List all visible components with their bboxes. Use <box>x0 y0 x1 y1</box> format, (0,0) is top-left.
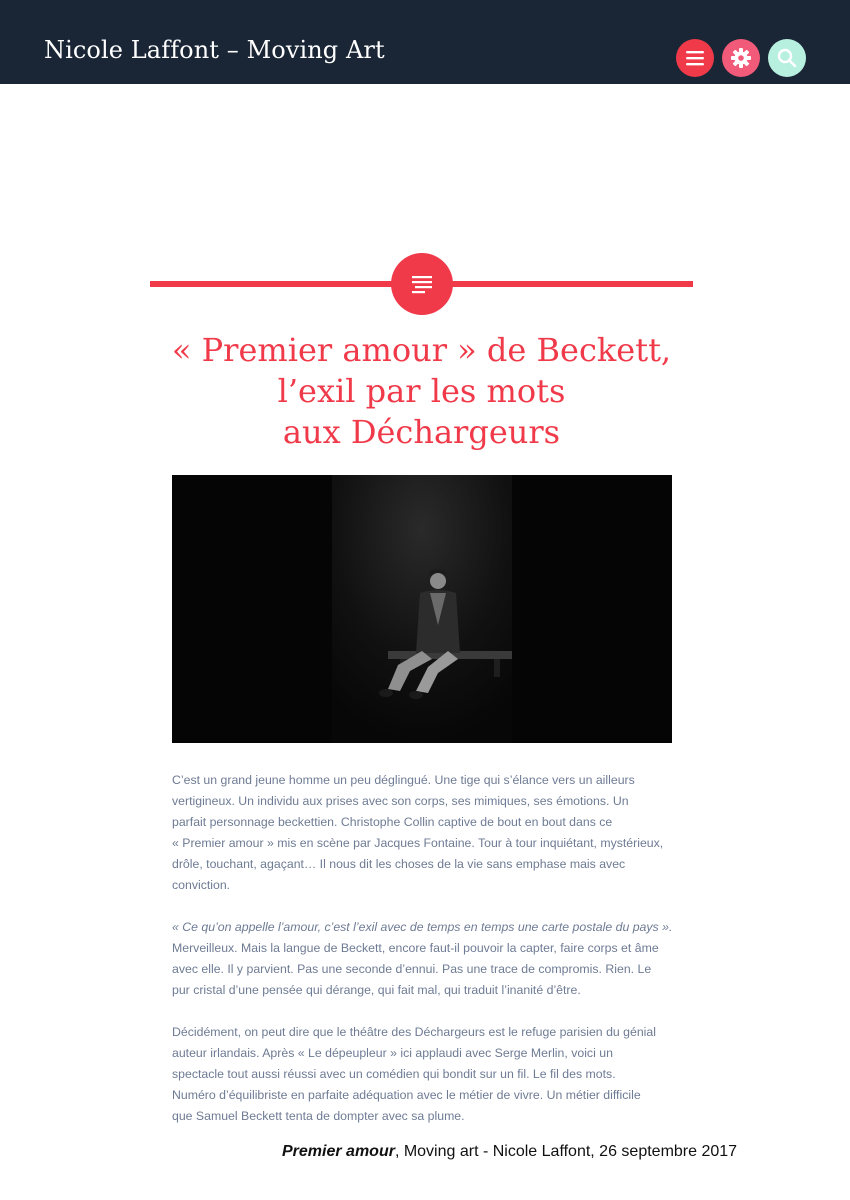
post-format-badge[interactable] <box>391 253 453 315</box>
text-line: auteur irlandais. Après « Le dépeupleur » ici applaudi avec Serge Merlin, voici un <box>172 1046 613 1060</box>
article-paragraph <box>172 1022 682 1127</box>
post-title-line: « Premier amour » de Beckett, <box>171 331 672 369</box>
article-photo <box>172 475 672 743</box>
beckett-quote: « Ce qu’on appelle l’amour, c’est l’exil avec de temps en temps une carte postale du pays ». <box>172 920 673 934</box>
text-line: avec elle. Il y parvient. Pas une seconde d’ennui. Pas une trace de compromis. Rien. Le <box>172 962 652 976</box>
settings-button[interactable] <box>722 39 760 77</box>
text-line: pur cristal d’une pensée qui dérange, qui fait mal, qui traduit l’inanité d’être. <box>172 983 581 997</box>
text-line: que Samuel Beckett tenta de dompter avec sa plume. <box>172 1109 465 1123</box>
article-body <box>172 770 682 1148</box>
text-line: Décidément, on peut dire que le théâtre des Déchargeurs est le refuge parisien du génial <box>172 1025 656 1039</box>
site-header <box>0 0 850 84</box>
text-lines-icon <box>391 253 453 315</box>
gear-icon <box>722 39 760 77</box>
text-line: parfait personnage beckettien. Christophe Collin captive de bout en bout dans ce <box>172 815 613 829</box>
text-line: drôle, touchant, agaçant… Il nous dit les choses de la vie sans emphase mais avec <box>172 857 626 871</box>
text-line: Numéro d’équilibriste en parfaite adéquation avec le métier de vivre. Un métier difficile <box>172 1088 641 1102</box>
search-button[interactable] <box>768 39 806 77</box>
search-icon <box>768 39 806 77</box>
menu-icon <box>676 39 714 77</box>
text-line: conviction. <box>172 878 231 892</box>
text-line: Merveilleux. Mais la langue de Beckett, encore faut-il pouvoir la capter, faire corps et âme <box>172 941 659 955</box>
article-paragraph <box>172 770 682 896</box>
text-line: « Premier amour » mis en scène par Jacques Fontaine. Tour à tour inquiétant, mystérieux, <box>172 836 664 850</box>
menu-button[interactable] <box>676 39 714 77</box>
caption-source: , Moving art - Nicole Laffont, 26 septembre 2017 <box>394 1143 738 1160</box>
post-title-line: aux Déchargeurs <box>282 413 561 451</box>
site-title[interactable]: Nicole Laffont – Moving Art <box>44 36 385 64</box>
article-paragraph <box>172 917 682 1001</box>
text-line: spectacle tout aussi réussi avec un comédien qui bondit sur un fil. Le fil des mots. <box>172 1067 616 1081</box>
caption-title: Premier amour <box>282 1143 395 1160</box>
source-caption <box>282 1143 802 1161</box>
text-line: vertigineux. Un individu aux prises avec son corps, ses mimiques, ses émotions. Un <box>172 794 629 808</box>
photo-icon <box>172 475 672 743</box>
post-title-line: l’exil par les mots <box>277 372 566 410</box>
text-line: C’est un grand jeune homme un peu déglingué. Une tige qui s’élance vers un ailleurs <box>172 773 635 787</box>
post-title[interactable] <box>150 330 693 453</box>
